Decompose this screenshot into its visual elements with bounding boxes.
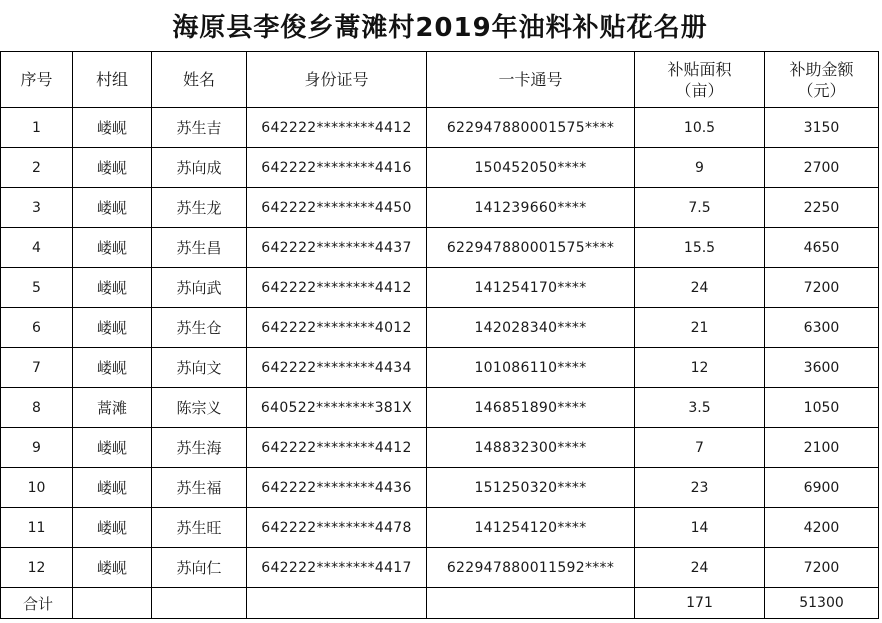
cell-id-number[interactable]: 642222********4417 xyxy=(247,548,427,588)
cell-group[interactable]: 嵝岘 xyxy=(73,468,152,508)
cell-amount[interactable]: 2250 xyxy=(765,188,879,228)
cell-seq[interactable]: 10 xyxy=(1,468,73,508)
totals-empty-cell[interactable] xyxy=(247,588,427,619)
table-row xyxy=(1,508,879,548)
cell-amount[interactable]: 2700 xyxy=(765,148,879,188)
cell-card-number[interactable]: 101086110**** xyxy=(427,348,635,388)
cell-name[interactable]: 苏生仓 xyxy=(152,308,247,348)
header-area-label: 补贴面积 xyxy=(667,59,732,79)
roster-body xyxy=(1,108,879,588)
cell-group[interactable]: 嵝岘 xyxy=(73,548,152,588)
cell-name[interactable]: 陈宗义 xyxy=(152,388,247,428)
cell-id-number[interactable]: 640522********381X xyxy=(247,388,427,428)
cell-id-number[interactable]: 642222********4412 xyxy=(247,268,427,308)
header-card-number[interactable]: 一卡通号 xyxy=(427,52,635,108)
cell-card-number[interactable]: 142028340**** xyxy=(427,308,635,348)
header-row xyxy=(1,52,879,108)
cell-group[interactable]: 嵝岘 xyxy=(73,348,152,388)
header-id-number[interactable]: 身份证号 xyxy=(247,52,427,108)
cell-card-number[interactable]: 150452050**** xyxy=(427,148,635,188)
table-row xyxy=(1,308,879,348)
totals-row xyxy=(1,588,879,619)
cell-amount[interactable]: 6300 xyxy=(765,308,879,348)
header-name[interactable]: 姓名 xyxy=(152,52,247,108)
cell-seq[interactable]: 3 xyxy=(1,188,73,228)
cell-id-number[interactable]: 642222********4434 xyxy=(247,348,427,388)
cell-name[interactable]: 苏生昌 xyxy=(152,228,247,268)
cell-amount[interactable]: 7200 xyxy=(765,548,879,588)
cell-amount[interactable]: 1050 xyxy=(765,388,879,428)
table-row xyxy=(1,148,879,188)
table-row xyxy=(1,428,879,468)
cell-seq[interactable]: 11 xyxy=(1,508,73,548)
table-row xyxy=(1,468,879,508)
table-row xyxy=(1,348,879,388)
cell-group[interactable]: 嵝岘 xyxy=(73,428,152,468)
cell-name[interactable]: 苏生海 xyxy=(152,428,247,468)
cell-id-number[interactable]: 642222********4416 xyxy=(247,148,427,188)
cell-card-number[interactable]: 146851890**** xyxy=(427,388,635,428)
cell-card-number[interactable]: 141239660**** xyxy=(427,188,635,228)
totals-empty-cell[interactable] xyxy=(152,588,247,619)
totals-empty-cell[interactable] xyxy=(73,588,152,619)
table-row xyxy=(1,268,879,308)
cell-group[interactable]: 嵝岘 xyxy=(73,228,152,268)
totals-label[interactable]: 合计 xyxy=(1,588,73,619)
cell-area[interactable]: 23 xyxy=(635,468,765,508)
cell-id-number[interactable]: 642222********4436 xyxy=(247,468,427,508)
cell-seq[interactable]: 9 xyxy=(1,428,73,468)
cell-group[interactable]: 嵝岘 xyxy=(73,508,152,548)
totals-empty-cell[interactable] xyxy=(427,588,635,619)
subsidy-roster-table xyxy=(0,51,879,619)
cell-amount[interactable]: 3600 xyxy=(765,348,879,388)
cell-area[interactable]: 15.5 xyxy=(635,228,765,268)
header-group[interactable]: 村组 xyxy=(73,52,152,108)
table-row xyxy=(1,388,879,428)
table-row xyxy=(1,188,879,228)
cell-id-number[interactable]: 642222********4012 xyxy=(247,308,427,348)
table-row xyxy=(1,108,879,148)
cell-seq[interactable]: 7 xyxy=(1,348,73,388)
cell-name[interactable]: 苏向仁 xyxy=(152,548,247,588)
cell-group[interactable]: 嵝岘 xyxy=(73,148,152,188)
cell-area[interactable]: 12 xyxy=(635,348,765,388)
cell-group[interactable]: 嵝岘 xyxy=(73,108,152,148)
cell-group[interactable]: 嵝岘 xyxy=(73,308,152,348)
cell-id-number[interactable]: 642222********4412 xyxy=(247,108,427,148)
cell-name[interactable]: 苏生吉 xyxy=(152,108,247,148)
cell-seq[interactable]: 4 xyxy=(1,228,73,268)
header-seq[interactable]: 序号 xyxy=(1,52,73,108)
cell-card-number[interactable]: 141254120**** xyxy=(427,508,635,548)
cell-group[interactable]: 嵝岘 xyxy=(73,268,152,308)
cell-area[interactable]: 14 xyxy=(635,508,765,548)
totals-amount[interactable]: 51300 xyxy=(765,588,879,619)
cell-group[interactable]: 嵝岘 xyxy=(73,188,152,228)
cell-name[interactable]: 苏生旺 xyxy=(152,508,247,548)
cell-area[interactable]: 9 xyxy=(635,148,765,188)
cell-name[interactable]: 苏向成 xyxy=(152,148,247,188)
cell-seq[interactable]: 12 xyxy=(1,548,73,588)
cell-name[interactable]: 苏向武 xyxy=(152,268,247,308)
header-amount-label: 补助金额 xyxy=(789,59,854,79)
table-row xyxy=(1,228,879,268)
cell-area[interactable]: 3.5 xyxy=(635,388,765,428)
header-amount[interactable] xyxy=(765,52,879,108)
cell-amount[interactable]: 2100 xyxy=(765,428,879,468)
cell-seq[interactable]: 6 xyxy=(1,308,73,348)
cell-area[interactable]: 7 xyxy=(635,428,765,468)
table-row xyxy=(1,548,879,588)
totals-area[interactable]: 171 xyxy=(635,588,765,619)
cell-area[interactable]: 24 xyxy=(635,268,765,308)
cell-group[interactable]: 蒿滩 xyxy=(73,388,152,428)
cell-name[interactable]: 苏生福 xyxy=(152,468,247,508)
cell-id-number[interactable]: 642222********4478 xyxy=(247,508,427,548)
cell-id-number[interactable]: 642222********4412 xyxy=(247,428,427,468)
cell-seq[interactable]: 1 xyxy=(1,108,73,148)
cell-seq[interactable]: 8 xyxy=(1,388,73,428)
cell-name[interactable]: 苏生龙 xyxy=(152,188,247,228)
cell-card-number[interactable]: 151250320**** xyxy=(427,468,635,508)
cell-card-number[interactable]: 622947880011592**** xyxy=(427,548,635,588)
header-area-unit: （亩） xyxy=(675,80,724,100)
cell-area[interactable]: 21 xyxy=(635,308,765,348)
cell-seq[interactable]: 2 xyxy=(1,148,73,188)
cell-id-number[interactable]: 642222********4450 xyxy=(247,188,427,228)
cell-name[interactable]: 苏向文 xyxy=(152,348,247,388)
sheet-title[interactable]: 海原县李俊乡蒿滩村2019年油料补贴花名册 xyxy=(172,13,708,43)
header-amount-unit: （元） xyxy=(797,80,846,100)
cell-id-number[interactable]: 642222********4437 xyxy=(247,228,427,268)
cell-card-number[interactable]: 622947880001575**** xyxy=(427,108,635,148)
cell-area[interactable]: 7.5 xyxy=(635,188,765,228)
cell-card-number[interactable]: 148832300**** xyxy=(427,428,635,468)
cell-amount[interactable]: 6900 xyxy=(765,468,879,508)
header-area[interactable] xyxy=(635,52,765,108)
cell-amount[interactable]: 7200 xyxy=(765,268,879,308)
cell-amount[interactable]: 4650 xyxy=(765,228,879,268)
cell-area[interactable]: 24 xyxy=(635,548,765,588)
cell-card-number[interactable]: 622947880001575**** xyxy=(427,228,635,268)
cell-amount[interactable]: 3150 xyxy=(765,108,879,148)
cell-area[interactable]: 10.5 xyxy=(635,108,765,148)
cell-amount[interactable]: 4200 xyxy=(765,508,879,548)
cell-seq[interactable]: 5 xyxy=(1,268,73,308)
cell-card-number[interactable]: 141254170**** xyxy=(427,268,635,308)
